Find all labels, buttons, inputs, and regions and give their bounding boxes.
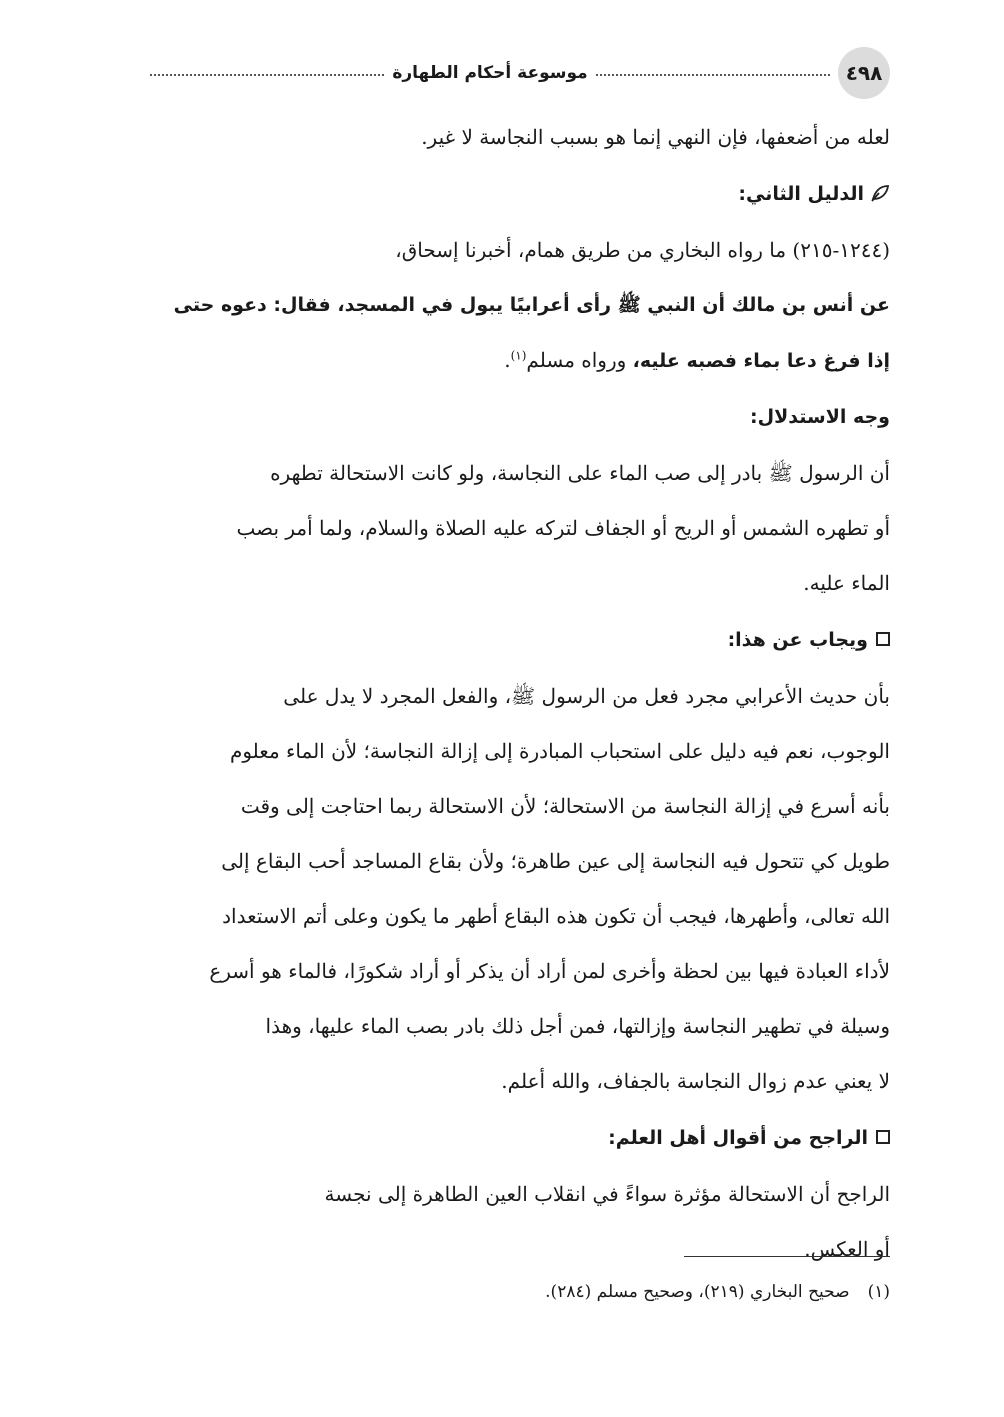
body-line: الوجوب، نعم فيه دليل على استحباب المبادرة إلى إزالة النجاسة؛ لأن الماء معلوم — [229, 739, 890, 763]
hadith-bold-text: إذا فرغ دعا بماء فصبه عليه، — [632, 350, 890, 372]
body-line: لأداء العبادة فيها بين لحظة وأخرى لمن أراد أن يذكر أو أراد شكورًا، فالماء هو أسرع — [209, 959, 890, 983]
header-dots-left — [150, 74, 384, 76]
checkbox-square-icon — [876, 632, 890, 646]
body-line: لا يعني عدم زوال النجاسة بالجفاف، والله أعلم. — [501, 1069, 890, 1093]
header-dots-right — [596, 74, 830, 76]
hadith-line-end: . — [504, 348, 511, 372]
page-body — [150, 110, 890, 1277]
hadith-text-line: عن أنس بن مالك أن النبي ﷺ رأى أعرابيًا يبول في المسجد، فقال: دعوه حتى — [173, 294, 890, 316]
book-page — [150, 40, 890, 1302]
heading-text: الدليل الثاني: — [738, 183, 864, 205]
footnote-separator — [684, 1256, 890, 1257]
hadith-source: ورواه مسلم — [526, 348, 633, 372]
hadith-reference: (١٢٤٤-٢١٥) ما رواه البخاري من طريق همام، أخبرنا إسحاق، — [395, 238, 890, 262]
body-line: أو العكس. — [804, 1237, 890, 1261]
body-line: الماء عليه. — [803, 571, 890, 595]
body-line: وسيلة في تطهير النجاسة وإزالتها، فمن أجل ذلك بادر بصب الماء عليها، وهذا — [265, 1014, 890, 1038]
heading-text: ويجاب عن هذا: — [727, 629, 868, 651]
section-heading-answer — [150, 611, 890, 669]
footnote-marker: (١) — [510, 348, 527, 363]
body-line: بأنه أسرع في إزالة النجاسة من الاستحالة؛ لأن الاستحالة ربما احتاجت إلى وقت — [240, 794, 890, 818]
leaf-ornament-icon — [870, 183, 890, 203]
body-line: لعله من أضعفها، فإن النهي إنما هو بسبب النجاسة لا غير. — [421, 125, 890, 149]
footnote-text: صحيح البخاري (٢١٩)، وصحيح مسلم (٢٨٤). — [545, 1282, 850, 1302]
body-line: الله تعالى، وأطهرها، فيجب أن تكون هذه البقاع أطهر ما يكون وعلى أتم الاستعداد — [222, 904, 890, 928]
body-line: طويل كي تتحول فيه النجاسة إلى عين طاهرة؛ ولأن بقاع المساجد أحب البقاع إلى — [221, 849, 890, 873]
body-line: الراجح أن الاستحالة مؤثرة سواءً في انقلاب العين الطاهرة إلى نجسة — [324, 1182, 890, 1206]
section-heading-evidence — [150, 165, 890, 223]
hadith-text-line — [150, 333, 890, 388]
page-header — [150, 40, 890, 106]
body-line: أو تطهره الشمس أو الريح أو الجفاف لتركه عليه الصلاة والسلام، ولما أمر بصب — [236, 516, 890, 540]
page-number: ٤٩٨ — [838, 47, 890, 99]
footnote-number: (١) — [867, 1282, 890, 1302]
checkbox-square-icon — [876, 1130, 890, 1144]
heading-text: الراجح من أقوال أهل العلم: — [608, 1127, 868, 1149]
section-heading-inference: وجه الاستدلال: — [750, 406, 890, 428]
body-line: أن الرسول ﷺ بادر إلى صب الماء على النجاسة، ولو كانت الاستحالة تطهره — [270, 461, 890, 485]
body-line: بأن حديث الأعرابي مجرد فعل من الرسول ﷺ، والفعل المجرد لا يدل على — [283, 684, 890, 708]
running-title: موسوعة أحكام الطهارة — [392, 63, 588, 83]
section-heading-preferred — [150, 1109, 890, 1167]
footnote — [150, 1272, 890, 1312]
